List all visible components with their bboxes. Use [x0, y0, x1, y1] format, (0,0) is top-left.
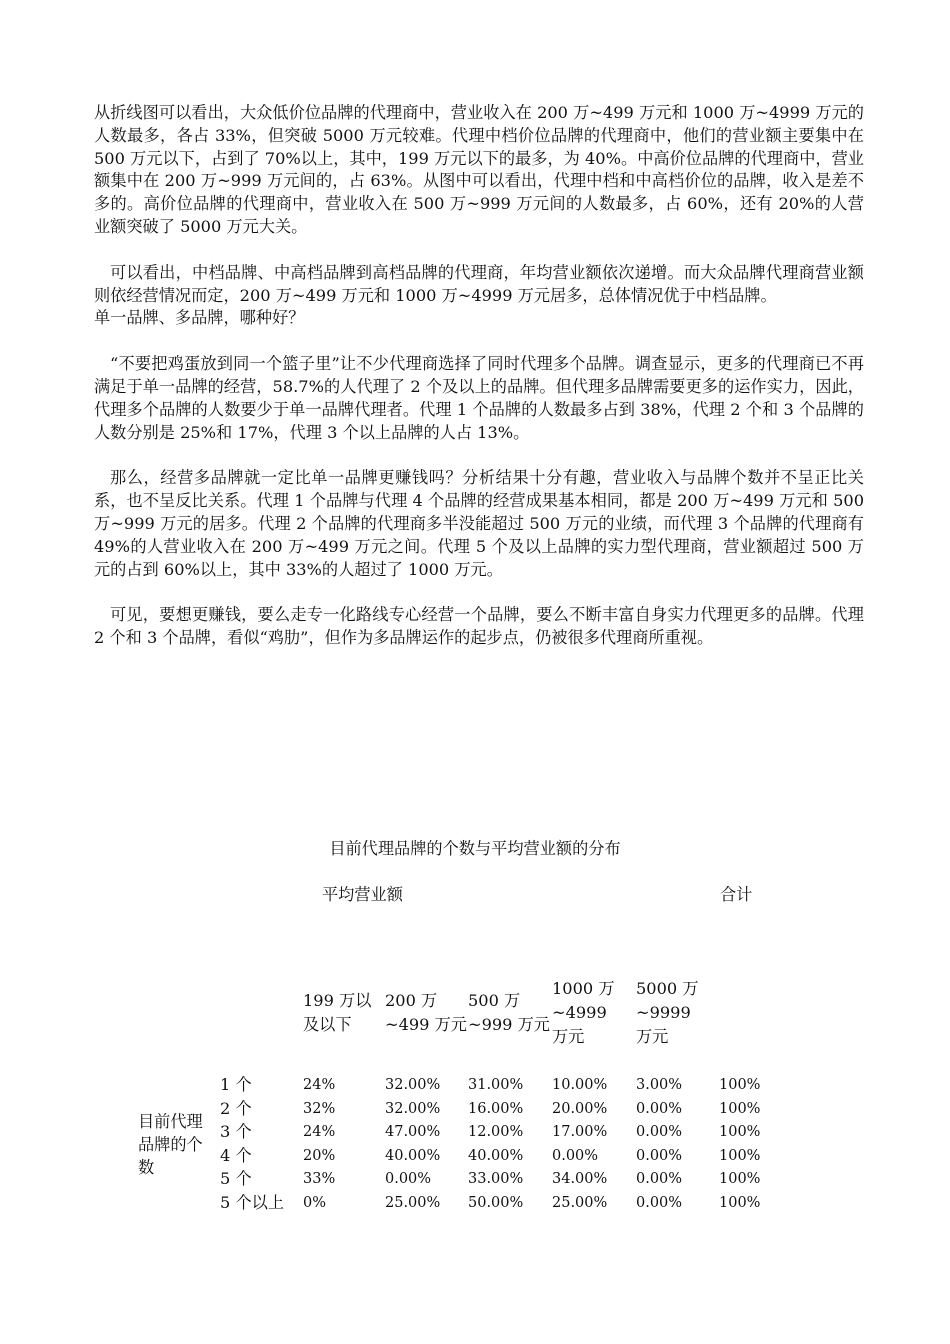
table-cell: 0.00%	[636, 1124, 683, 1140]
table-cell: 0.00%	[636, 1100, 683, 1117]
table-cell: 32%	[303, 1100, 336, 1117]
table-cell: 16.00%	[468, 1100, 524, 1117]
table-cell: 20.00%	[552, 1100, 608, 1117]
table-cell: 10.00%	[552, 1077, 608, 1093]
row-label: 1 个	[220, 1075, 252, 1094]
total-cell: 100%	[719, 1100, 761, 1117]
total-header: 合计	[720, 885, 753, 904]
table-cell: 12.00%	[468, 1124, 524, 1140]
table-cell: 24%	[303, 1124, 336, 1140]
table-cell: 40.00%	[468, 1147, 524, 1164]
row-label: 2 个	[220, 1098, 252, 1118]
row-label: 4 个	[220, 1145, 252, 1165]
table-cell: 17.00%	[552, 1124, 608, 1140]
row-group-label: 目前代理品牌的个数	[138, 1112, 203, 1177]
paragraph-multi-brand: “不要把鸡蛋放到同一个篮子里”让不少代理商选择了同时代理多个品牌。调查显示，更多的代理商已不再满足于单一品牌的经营，58.7%的人代理了 2 个及以上的品牌。但代理多品牌需要更多的运作实力，因此，代理多个品牌的人数要少于单一品牌代理者。代理 1 个品牌的人数最多占到 38%，代理 2 个和 3 个品牌的人数分别是 25%和 17%，代理 3 个以上品牌的人占 13%。	[94, 354, 864, 442]
column-header: 200 万~499 万元	[385, 991, 467, 1034]
row-label: 5 个	[220, 1169, 252, 1188]
table-cell: 32.00%	[385, 1077, 441, 1093]
table-cell: 32.00%	[385, 1100, 441, 1117]
total-cell: 100%	[719, 1171, 761, 1187]
table-cell: 24%	[303, 1077, 336, 1093]
table-cell: 3.00%	[636, 1077, 683, 1093]
total-cell: 100%	[719, 1147, 761, 1164]
table-cell: 0.00%	[636, 1171, 683, 1187]
row-label: 5 个以上	[220, 1192, 285, 1212]
table-cell: 25.00%	[552, 1194, 608, 1211]
table-title: 目前代理品牌的个数与平均营业额的分布	[329, 839, 621, 858]
table-cell: 0%	[303, 1194, 327, 1211]
total-cell: 100%	[719, 1194, 761, 1211]
table-cell: 25.00%	[385, 1194, 441, 1211]
section-heading: 单一品牌、多品牌，哪种好？	[94, 308, 305, 328]
column-header: 1000 万~4999 万元	[552, 979, 615, 1046]
table-cell: 47.00%	[385, 1124, 441, 1140]
table-cell: 0.00%	[636, 1194, 683, 1211]
table-cell: 33.00%	[468, 1171, 524, 1187]
table-cell: 34.00%	[552, 1171, 608, 1187]
table-cell: 0.00%	[385, 1171, 432, 1187]
paragraph-summary: 可以看出，中档品牌、中高档品牌到高档品牌的代理商，年均营业额依次递增。而大众品牌代理商营业额则依经营情况而定，200 万~499 万元和 1000 万~4999 万元居多，总体情况优于中档品牌。	[94, 262, 864, 305]
column-header: 500 万~999 万元	[468, 991, 550, 1034]
group-header: 平均营业额	[322, 885, 403, 904]
table-cell: 50.00%	[468, 1194, 524, 1211]
document-body	[94, 102, 864, 650]
column-header: 5000 万~9999 万元	[636, 979, 699, 1046]
paragraph-conclusion: 可见，要想更赚钱，要么走专一化路线专心经营一个品牌，要么不断丰富自身实力代理更多的品牌。代理 2 个和 3 个品牌，看似“鸡肋”，但作为多品牌运作的起步点，仍被很多代理商所重视。	[94, 605, 864, 648]
column-header: 199 万以及以下	[303, 991, 372, 1034]
row-label: 3 个	[220, 1122, 252, 1141]
table-cell: 40.00%	[385, 1147, 441, 1164]
total-cell: 100%	[719, 1077, 761, 1093]
table-cell: 31.00%	[468, 1077, 524, 1093]
paragraph-analysis: 那么，经营多品牌就一定比单一品牌更赚钱吗？分析结果十分有趣，营业收入与品牌个数并不呈正比关系，也不呈反比关系。代理 1 个品牌与代理 4 个品牌的经营成果基本相同，都是 200 万~499 万元和 500 万~999 万元的居多。代理 2 个品牌的代理商多半没能超过 500 万元的业绩，而代理 3 个品牌的代理商有 49%的人营业收入在 200 万~499 万元之间。代理 5 个及以上品牌的实力型代理商，营业额超过 500 万元的占到 60%以上，其中 33%的人超过了 1000 万元。	[94, 468, 864, 579]
total-cell: 100%	[719, 1124, 761, 1140]
table-cell: 33%	[303, 1171, 336, 1187]
table-cell: 20%	[303, 1147, 336, 1164]
table-cell: 0.00%	[636, 1147, 683, 1164]
paragraph-line-chart: 从折线图可以看出，大众低价位品牌的代理商中，营业收入在 200 万~499 万元和 1000 万~4999 万元的人数最多，各占 33%，但突破 5000 万元较难。代理中档价位品牌的代理商中，他们的营业额主要集中在 500 万元以下，占到了 70%以上，其中，199 万元以下的最多，为 40%。中高价位品牌的代理商中，营业额集中在 200 万~999 万元间的，占 63%。从图中可以看出，代理中档和中高档价位的品牌，收入是差不多的。高价位品牌的代理商中，营业收入在 500 万~999 万元间的人数最多，占 60%，还有 20%的人营业额突破了 5000 万元大关。	[94, 103, 864, 236]
table-cell: 0.00%	[552, 1147, 599, 1164]
